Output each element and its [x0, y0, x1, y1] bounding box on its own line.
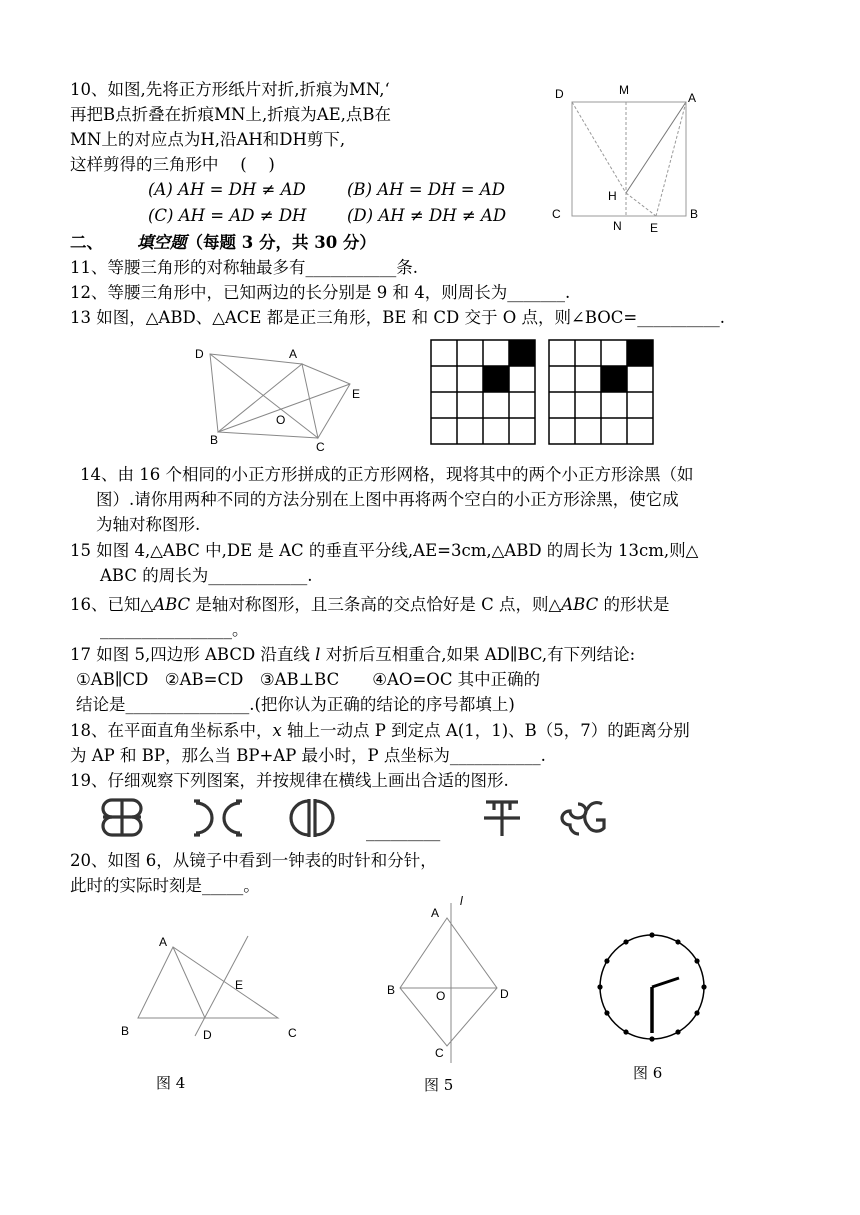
q18-text-c: 轴上一动点 P 到定点 A(1，1)、B（5，7）的距离分别: [281, 721, 690, 740]
label-a: A: [289, 347, 298, 361]
q17-line2: ①AB∥CD ②AB=CD ③AB⊥BC ④AO=OC 其中正确的: [76, 670, 541, 689]
q16-line1: [70, 593, 669, 617]
q19-pattern-3: [286, 796, 338, 840]
clock-hour-dot: [623, 939, 628, 944]
label-c: C: [288, 1026, 297, 1040]
q17-var-l: l: [315, 645, 321, 664]
q18-var-x: x: [272, 721, 282, 740]
figure-6-caption: 图 6: [633, 1064, 663, 1082]
clock-hour-dot: [649, 932, 654, 937]
q18-text-a: 18、在平面直角坐标系中，: [70, 721, 273, 740]
q19-pattern-2: [190, 796, 246, 840]
section-heading: [70, 231, 376, 255]
label-b: B: [690, 207, 699, 221]
label-e: E: [650, 221, 659, 235]
label-b: B: [387, 983, 396, 997]
q16-var-abc: ABC: [561, 595, 599, 614]
clock-hour-dot: [694, 1010, 699, 1015]
q10-option-d: (D) AH ≠ DH ≠ AD: [347, 206, 507, 225]
q16-var-abc: ABC: [153, 595, 191, 614]
section-title: 填空题: [137, 233, 187, 252]
q10-option-a: (A) AH = DH ≠ AD: [148, 180, 306, 199]
clock-hour-dot: [604, 1010, 609, 1015]
label-b: B: [210, 433, 219, 447]
q18-line2: 为 AP 和 BP，那么当 BP+AP 最小时，P 点坐标为___________.: [70, 746, 546, 765]
q16-text-a: 16、已知△: [70, 595, 154, 614]
q17-text-a: 17 如图 5,四边形 ABCD 沿直线: [70, 645, 316, 664]
label-d: D: [203, 1028, 212, 1042]
q10-line2: 再把B点折叠在折痕MN上,折痕为AE,点B在: [70, 105, 392, 124]
label-a: A: [688, 91, 697, 105]
q15-line1: 15 如图 4,△ABC 中,DE 是 AC 的垂直平分线,AE=3cm,△ABD 的周长为 13cm,则△: [70, 541, 699, 560]
clock-hour-dot: [675, 939, 680, 944]
clock-hour-dot: [675, 1029, 680, 1034]
q17-line1: [70, 643, 635, 667]
q14-line3: 为轴对称图形.: [96, 515, 201, 534]
q18-line1: [70, 719, 690, 743]
clock-hour-dot: [694, 958, 699, 963]
figure-4: [115, 930, 315, 1050]
q17-text-c: 对折后互相重合,如果 AD∥BC,有下列结论:: [320, 645, 636, 664]
label-n: N: [613, 219, 622, 233]
q10-line3: MN上的对应点为H,沿AH和DH剪下,: [70, 130, 346, 149]
grid-left: [428, 338, 538, 448]
q14-line1: 14、由 16 个相同的小正方形拼成的正方形网格，现将其中的两个小正方形涂黑（如: [80, 465, 694, 484]
clock-hour-dot: [649, 1036, 654, 1041]
figure-4-caption: 图 4: [156, 1074, 186, 1092]
grid-right: [546, 338, 656, 448]
q16-text-e: 的形状是: [598, 595, 670, 614]
q13: 13 如图，△ABD、△ACE 都是正三角形，BE 和 CD 交于 O 点，则∠BOC=__________.: [70, 308, 725, 327]
label-a: A: [159, 935, 168, 949]
q16-text-c: 是轴对称图形，且三条高的交点恰好是 C 点，则△: [190, 595, 562, 614]
label-b: B: [121, 1024, 130, 1038]
label-h: H: [608, 189, 617, 203]
label-c: C: [316, 440, 325, 454]
q12: 12、等腰三角形中，已知两边的长分别是 9 和 4，则周长为_______.: [70, 283, 571, 302]
q17-line3: 结论是_______________.(把你认为正确的结论的序号都填上): [76, 695, 515, 714]
label-e: E: [235, 978, 244, 992]
q20-line1: 20、如图 6，从镜子中看到一钟表的时针和分针，: [70, 851, 437, 870]
clock-hour-dot: [597, 984, 602, 989]
q14-line2: 图）.请你用两种不同的方法分别在上图中再将两个空白的小正方形涂黑，使它成: [96, 490, 679, 509]
section-note: （每题 3 分，共 30 分）: [186, 233, 376, 252]
label-o: O: [276, 413, 286, 427]
section-number: 二、: [70, 233, 103, 252]
q10-line1: 10、如图,先将正方形纸片对折,折痕为MN,‘: [70, 80, 390, 99]
q13-triangles-figure: [190, 342, 370, 452]
q20-line2: 此时的实际时刻是_____。: [70, 876, 260, 895]
label-m: M: [619, 83, 629, 97]
q19-answer-blank[interactable]: _________: [366, 822, 441, 841]
q19-line1: 19、仔细观察下列图案，并按规律在横线上画出合适的图形.: [70, 771, 509, 790]
q10-line4: 这样剪得的三角形中 ( ): [70, 155, 275, 174]
clock-hour-dot: [701, 984, 706, 989]
label-e: E: [352, 387, 361, 401]
label-l: l: [460, 894, 463, 908]
figure-5-caption: 图 5: [424, 1076, 454, 1094]
q10-square-figure: [540, 80, 720, 240]
q19-pattern-1: [98, 796, 146, 840]
label-d: D: [500, 987, 509, 1001]
q11: 11、等腰三角形的对称轴最多有___________条.: [70, 258, 418, 277]
clock-hour-dot: [604, 958, 609, 963]
figure-5: [380, 893, 530, 1068]
label-o: O: [436, 989, 446, 1003]
q19-pattern-4: [482, 796, 522, 840]
label-d: D: [555, 87, 564, 101]
label-d: D: [195, 347, 204, 361]
label-c: C: [552, 207, 561, 221]
q16-line2: ________________。: [100, 620, 249, 639]
figure-6-clock: [590, 925, 720, 1055]
label-c: C: [435, 1046, 444, 1060]
q10-option-b: (B) AH = DH = AD: [347, 180, 505, 199]
clock-hour-dot: [623, 1029, 628, 1034]
q15-line2: ABC 的周长为____________.: [100, 566, 313, 585]
q10-option-c: (C) AH = AD ≠ DH: [148, 206, 307, 225]
label-a: A: [431, 906, 440, 920]
q19-pattern-5: [560, 796, 616, 840]
